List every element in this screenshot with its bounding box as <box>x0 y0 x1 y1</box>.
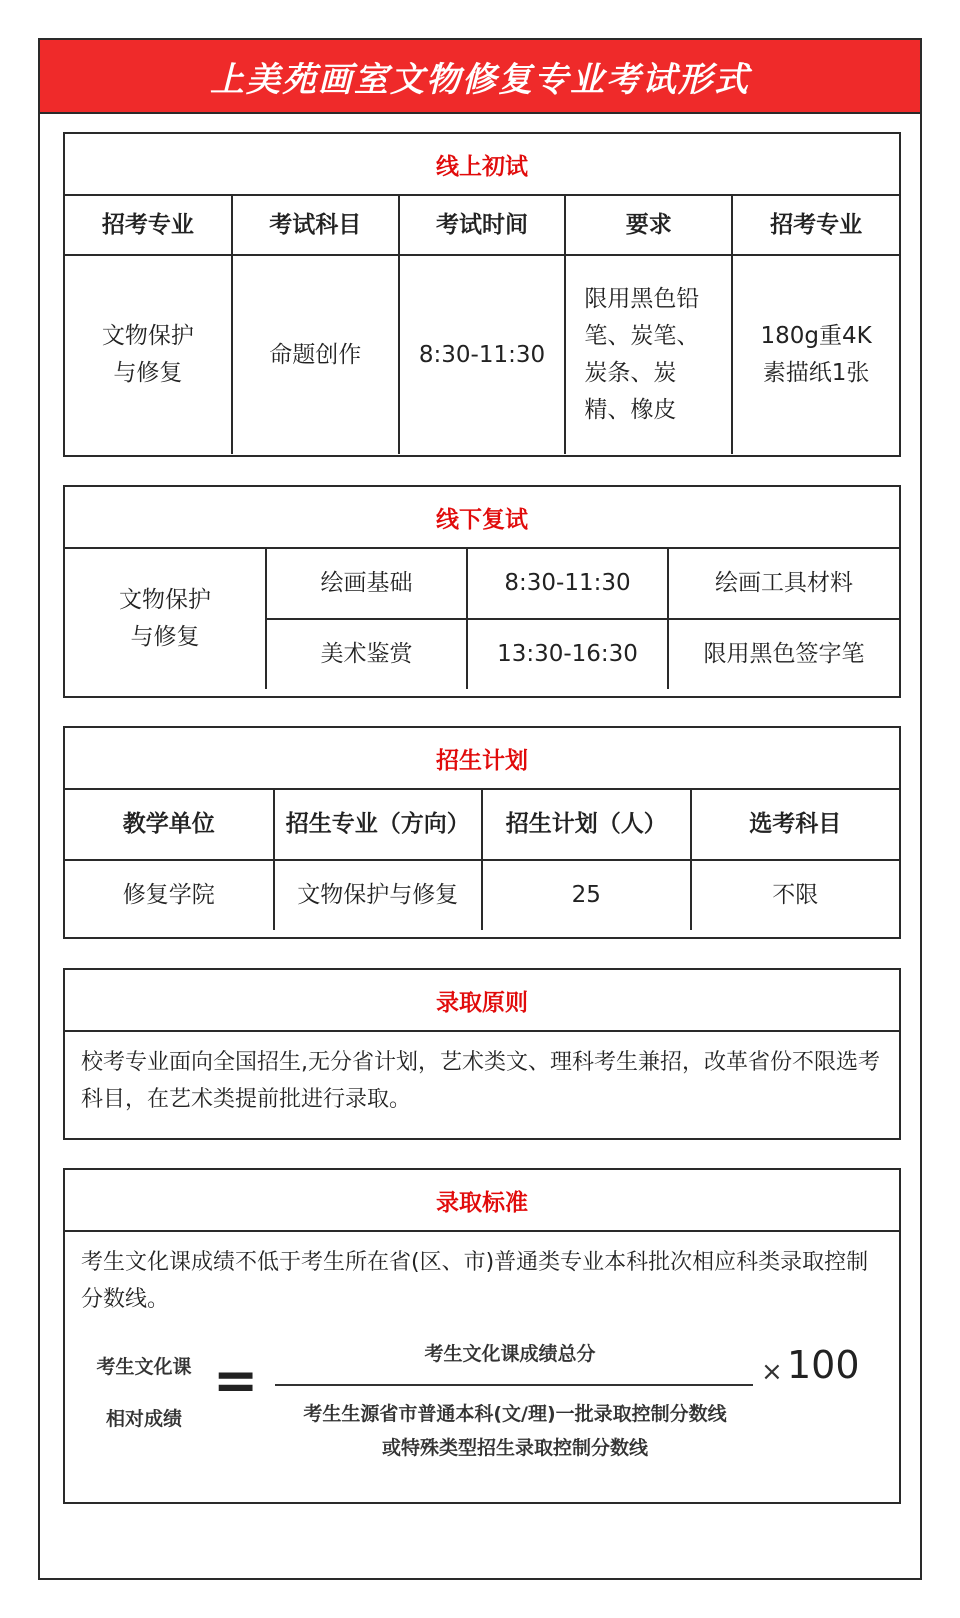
admission-principle-section <box>63 968 901 1140</box>
header-requirement: 要求 <box>565 196 732 255</box>
page-title: 上美苑画室文物修复专业考试形式 <box>40 40 920 114</box>
offline-exam-table <box>65 549 899 689</box>
header-major-2: 招考专业 <box>732 196 899 255</box>
table-header-row <box>65 196 899 255</box>
cell-major: 文物保护与修复 <box>274 860 483 930</box>
table-row <box>65 255 899 454</box>
admission-standard-section <box>63 1168 901 1504</box>
header-subject: 考试科目 <box>232 196 399 255</box>
enrollment-plan-table <box>65 790 899 930</box>
formula-equals: = <box>213 1348 259 1412</box>
enrollment-plan-title: 招生计划 <box>65 728 899 790</box>
table-header-row <box>65 790 899 860</box>
online-exam-title: 线上初试 <box>65 134 899 196</box>
cell-requirement: 限用黑色铅笔、炭笔、炭条、炭精、橡皮 <box>565 255 732 454</box>
header-subjects: 选考科目 <box>691 790 900 860</box>
cell-paper: 180g重4K素描纸1张 <box>732 255 899 454</box>
cell-subjects: 不限 <box>691 860 900 930</box>
header-major: 招考专业 <box>65 196 232 255</box>
admission-principle-title: 录取原则 <box>65 970 899 1032</box>
cell-subject: 命题创作 <box>232 255 399 454</box>
header-unit: 教学单位 <box>65 790 274 860</box>
formula-numerator: 考生文化课成绩总分 <box>424 1342 596 1365</box>
formula-denominator-line1: 考生生源省市普通本科(文/理)一批录取控制分数线 <box>303 1402 727 1425</box>
cell-major: 文物保护与修复 <box>65 255 232 454</box>
header-time: 考试时间 <box>399 196 566 255</box>
offline-exam-section <box>63 485 901 698</box>
admission-standard-text: 考生文化课成绩不低于考生所在省(区、市)普通类专业本科批次相应科类录取控制分数线。 <box>81 1250 869 1313</box>
fraction-bar <box>275 1384 753 1386</box>
cell-time: 13:30-16:30 <box>467 619 668 689</box>
cell-subject: 绘画基础 <box>266 549 467 619</box>
cell-time: 8:30-11:30 <box>399 255 566 454</box>
table-row <box>65 549 899 619</box>
formula-multiplier: 100 <box>787 1342 860 1387</box>
enrollment-plan-section <box>63 726 901 939</box>
cell-time: 8:30-11:30 <box>467 549 668 619</box>
offline-exam-title: 线下复试 <box>65 487 899 549</box>
admission-standard-title: 录取标准 <box>65 1170 899 1232</box>
cell-major: 文物保护与修复 <box>65 549 266 689</box>
formula-denominator <box>265 1397 765 1465</box>
table-row <box>65 860 899 930</box>
cell-count: 25 <box>482 860 691 930</box>
cell-material: 绘画工具材料 <box>668 549 899 619</box>
score-formula <box>65 1331 899 1481</box>
online-exam-table <box>65 196 899 454</box>
online-exam-section <box>63 132 901 457</box>
cell-unit: 修复学院 <box>65 860 274 930</box>
header-count: 招生计划（人） <box>482 790 691 860</box>
cell-subject: 美术鉴赏 <box>266 619 467 689</box>
cell-material: 限用黑色签字笔 <box>668 619 899 689</box>
header-major: 招生专业（方向） <box>274 790 483 860</box>
formula-times: × <box>761 1356 783 1387</box>
admission-principle-text: 校考专业面向全国招生,无分省计划，艺术类文、理科考生兼招，改革省份不限选考科目，在艺术类提前批进行录取。 <box>81 1050 880 1113</box>
formula-denominator-line2: 或特殊类型招生录取控制分数线 <box>381 1436 648 1459</box>
formula-lhs-line2: 相对成绩 <box>105 1407 182 1430</box>
formula-lhs <box>79 1341 209 1445</box>
formula-lhs-line1: 考生文化课 <box>96 1355 192 1378</box>
